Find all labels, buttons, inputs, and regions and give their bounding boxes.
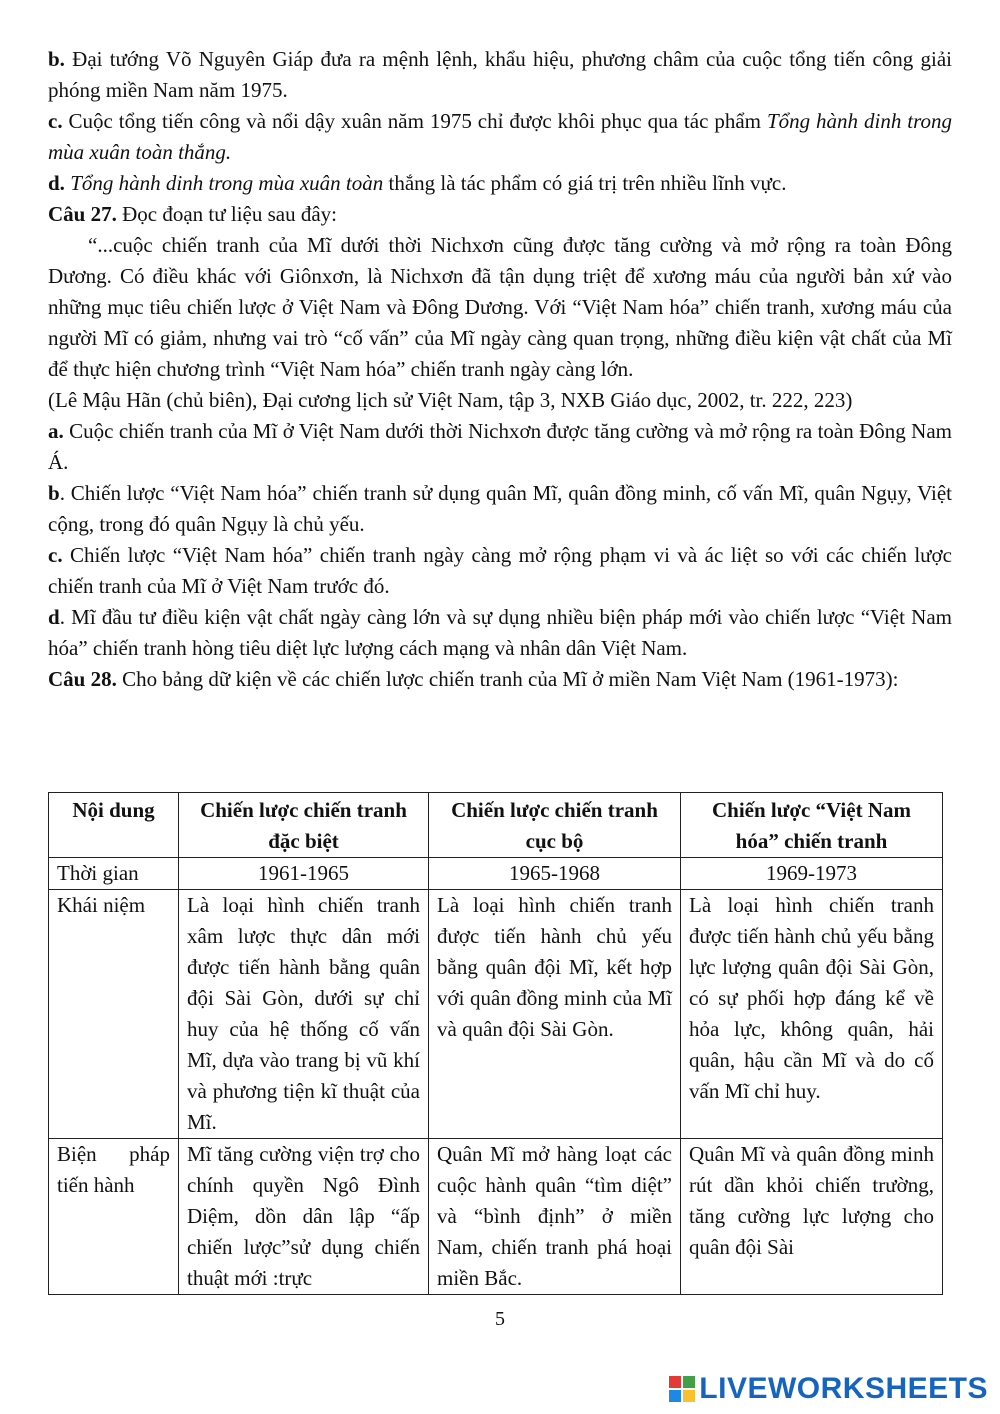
quote-source: (Lê Mậu Hãn (chủ biên), Đại cương lịch sử Việt Nam, tập 3, NXB Giáo dục, 2002, tr. 222, 223)	[48, 388, 853, 412]
table-cell: Mĩ tăng cường viện trợ cho chính quyền Ngô Đình Diệm, dồn dân lập “ấp chiến lược”sử dụng chiến thuật mới :trực	[179, 1139, 429, 1295]
answer-d-q26: d. Tổng hành dinh trong mùa xuân toàn thắng là tác phẩm có giá trị trên nhiều lĩnh vực.	[48, 171, 787, 195]
answer-b-q26: b. Đại tướng Võ Nguyên Giáp đưa ra mệnh lệnh, khẩu hiệu, phương châm của cuộc tổng tiến công giải phóng miền Nam năm 1975.	[48, 47, 952, 102]
table-row	[49, 890, 943, 1139]
strategy-table	[48, 792, 943, 1295]
logo-square	[683, 1390, 695, 1402]
quote-passage: “...cuộc chiến tranh của Mĩ dưới thời Nichxơn cũng được tăng cường và mở rộng ra toàn Đông Dương. Có điều khác với Giônxơn, là Nichxơn đã tận dụng triệt để xương máu của người bản xứ vào những mục tiêu chiến lược ở Việt Nam và Đông Dương. Với “Việt Nam hóa” chiến tranh, xương máu của người Mĩ có giảm, nhưng vai trò “cố vấn” của Mĩ ngày càng quan trọng, những điều kiện vật chất của Mĩ để thực hiện chương trình “Việt Nam hóa” chiến tranh ngày càng lớn.	[48, 233, 952, 381]
table-cell: 1969-1973	[681, 858, 943, 890]
liveworksheets-logo[interactable]	[669, 1372, 988, 1406]
table-cell: Thời gian	[49, 858, 179, 890]
question-27: Câu 27. Đọc đoạn tư liệu sau đây:	[48, 202, 338, 226]
table-header-row	[49, 793, 943, 858]
table-cell: 1961-1965	[179, 858, 429, 890]
page-number: 5	[495, 1308, 505, 1330]
table-cell: Khái niệm	[49, 890, 179, 1139]
table-header-cell: Chiến lược “Việt Nam hóa” chiến tranh	[681, 793, 943, 858]
table-cell: 1965-1968	[429, 858, 681, 890]
table-cell: Là loại hình chiến tranh được tiến hành chủ yếu bằng quân đội Mĩ, kết hợp với quân đồng minh của Mĩ và quân đội Sài Gòn.	[429, 890, 681, 1139]
table-header-cell: Nội dung	[49, 793, 179, 858]
table-cell: Là loại hình chiến tranh được tiến hành chủ yếu bằng lực lượng quân đội Sài Gòn, có sự phối hợp đáng kể về hỏa lực, không quân, hải quân, hậu cần Mĩ và do cố vấn Mĩ chỉ huy.	[681, 890, 943, 1139]
answer-c-q27: c. Chiến lược “Việt Nam hóa” chiến tranh ngày càng mở rộng phạm vi và ác liệt so với các chiến lược chiến tranh của Mĩ ở Việt Nam trước đó.	[48, 543, 952, 598]
logo-square	[669, 1376, 681, 1388]
answer-b-q27: b. Chiến lược “Việt Nam hóa” chiến tranh sử dụng quân Mĩ, quân đồng minh, cố vấn Mĩ, quân Ngụy, Việt cộng, trong đó quân Ngụy là chủ yếu.	[48, 481, 952, 536]
question-28: Câu 28. Cho bảng dữ kiện về các chiến lược chiến tranh của Mĩ ở miền Nam Việt Nam (1961-1973):	[48, 667, 899, 691]
logo-square	[669, 1390, 681, 1402]
table-cell: Quân Mĩ mở hàng loạt các cuộc hành quân “tìm diệt” và “bình định” ở miền Nam, chiến tranh phá hoại miền Bắc.	[429, 1139, 681, 1295]
table-cell: Quân Mĩ và quân đồng minh rút dần khỏi chiến trường, tăng cường lực lượng cho quân đội Sài	[681, 1139, 943, 1295]
logo-text: LIVEWORKSHEETS	[699, 1372, 988, 1405]
table-cell: Là loại hình chiến tranh xâm lược thực dân mới được tiến hành bằng quân đội Sài Gòn, dưới sự chỉ huy của hệ thống cố vấn Mĩ, dựa vào trang bị vũ khí và phương tiện kĩ thuật của Mĩ.	[179, 890, 429, 1139]
table-row	[49, 858, 943, 890]
logo-grid-icon	[669, 1376, 695, 1402]
document-body	[48, 44, 952, 695]
answer-a-q27: a. Cuộc chiến tranh của Mĩ ở Việt Nam dưới thời Nichxơn được tăng cường và mở rộng ra toàn Đông Nam Á.	[48, 419, 952, 474]
answer-d-q27: d. Mĩ đầu tư điều kiện vật chất ngày càng lớn và sự dụng nhiều biện pháp mới vào chiến lược “Việt Nam hóa” chiến tranh hòng tiêu diệt lực lượng cách mạng và nhân dân Việt Nam.	[48, 605, 952, 660]
table-header-cell: Chiến lược chiến tranh đặc biệt	[179, 793, 429, 858]
logo-square	[683, 1376, 695, 1388]
table-cell: Biện pháp tiến hành	[49, 1139, 179, 1295]
table-header-cell: Chiến lược chiến tranh cục bộ	[429, 793, 681, 858]
answer-c-q26: c. Cuộc tổng tiến công và nổi dậy xuân năm 1975 chỉ được khôi phục qua tác phẩm Tổng hành dinh trong mùa xuân toàn thắng.	[48, 109, 952, 164]
table-row	[49, 1139, 943, 1295]
